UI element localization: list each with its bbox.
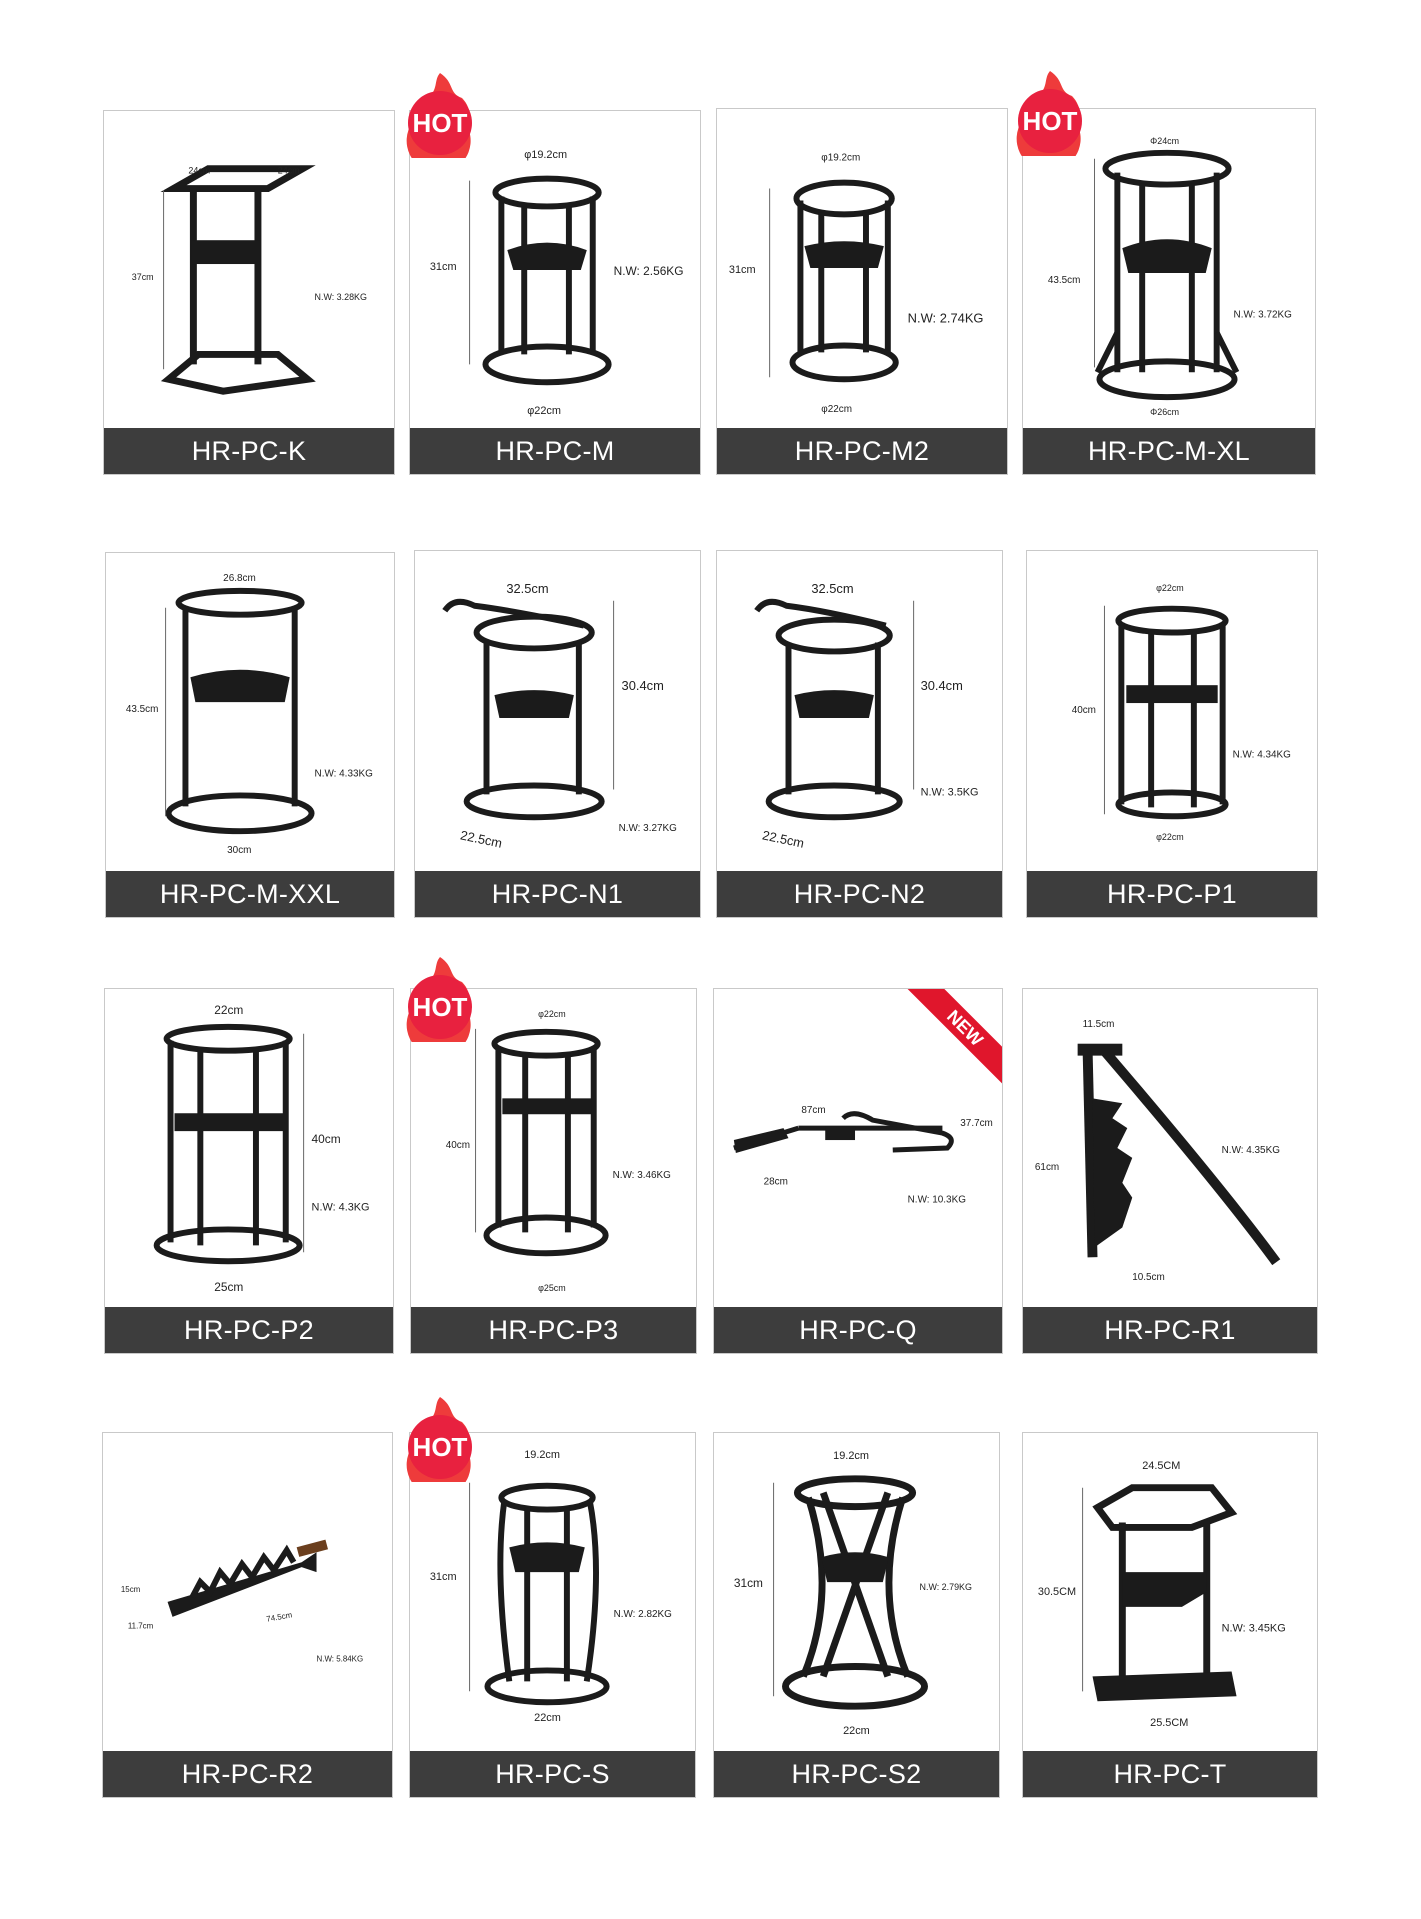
dim-label: 43.5cm bbox=[1047, 274, 1081, 286]
model-label: HR-PC-R2 bbox=[103, 1751, 392, 1797]
dim-label: 22cm bbox=[843, 1725, 870, 1738]
dim-label: φ22cm bbox=[821, 404, 852, 416]
product-card[interactable] bbox=[716, 108, 1008, 475]
dim-label: 32.5cm bbox=[811, 580, 854, 596]
dim-label: 32.5cm bbox=[506, 580, 549, 596]
weight-label: N.W: 2.82KG bbox=[613, 1608, 672, 1620]
dim-label: 30.5CM bbox=[1037, 1585, 1077, 1598]
dim-label: 24cm bbox=[277, 165, 300, 176]
dim-label: 15cm bbox=[120, 1585, 141, 1594]
product-card[interactable] bbox=[414, 550, 701, 918]
weight-label: N.W: 3.45KG bbox=[1221, 1622, 1286, 1635]
product-card[interactable] bbox=[1026, 550, 1318, 918]
model-label: HR-PC-R1 bbox=[1023, 1307, 1317, 1353]
weight-label: N.W: 3.5KG bbox=[920, 786, 979, 799]
weight-label: N.W: 2.74KG bbox=[907, 310, 984, 326]
product-image bbox=[714, 1433, 999, 1751]
product-image bbox=[105, 989, 393, 1307]
model-label: HR-PC-P1 bbox=[1027, 871, 1317, 917]
hot-badge bbox=[1010, 66, 1090, 156]
weight-label: N.W: 10.3KG bbox=[907, 1194, 966, 1206]
model-label: HR-PC-N2 bbox=[717, 871, 1002, 917]
dim-label: 31cm bbox=[733, 1576, 763, 1591]
dim-label: 11.7cm bbox=[127, 1621, 154, 1631]
weight-label: N.W: 2.56KG bbox=[613, 263, 684, 278]
weight-label: N.W: 2.79KG bbox=[919, 1582, 972, 1593]
model-label: HR-PC-S bbox=[410, 1751, 695, 1797]
dim-label: φ22cm bbox=[1156, 582, 1184, 593]
dim-label: Φ24cm bbox=[1150, 135, 1180, 146]
model-label: HR-PC-M bbox=[410, 428, 700, 474]
dim-label: 37.7cm bbox=[960, 1118, 993, 1130]
dim-label: 22.5cm bbox=[459, 827, 504, 851]
product-image bbox=[104, 111, 394, 428]
product-card[interactable] bbox=[410, 988, 697, 1354]
dim-label: 40cm bbox=[311, 1132, 341, 1147]
model-label: HR-PC-S2 bbox=[714, 1751, 999, 1797]
dim-label: φ22cm bbox=[1156, 832, 1184, 843]
weight-label: N.W: 3.27KG bbox=[618, 823, 677, 835]
product-card[interactable] bbox=[104, 988, 394, 1354]
new-badge-label: NEW bbox=[907, 989, 1002, 1084]
dim-label: 37cm bbox=[131, 271, 154, 282]
dim-label: 22cm bbox=[534, 1712, 561, 1725]
dim-label: 31cm bbox=[728, 263, 756, 276]
product-image bbox=[717, 109, 1007, 428]
dim-label: φ22cm bbox=[538, 1008, 566, 1019]
product-image bbox=[1023, 1433, 1317, 1751]
model-label: HR-PC-N1 bbox=[415, 871, 700, 917]
product-card[interactable] bbox=[713, 1432, 1000, 1798]
dim-label: 74.5cm bbox=[265, 1610, 293, 1624]
dim-label: 40cm bbox=[1071, 704, 1096, 716]
product-image bbox=[1027, 551, 1317, 871]
model-label: HR-PC-P2 bbox=[105, 1307, 393, 1353]
dim-label: φ19.2cm bbox=[821, 152, 861, 164]
product-card[interactable] bbox=[105, 552, 395, 918]
new-badge bbox=[907, 989, 1002, 1084]
dim-label: 25cm bbox=[214, 1280, 244, 1295]
dim-label: 87cm bbox=[801, 1105, 826, 1117]
dim-label: 24cm bbox=[188, 165, 211, 176]
weight-label: N.W: 3.72KG bbox=[1233, 309, 1292, 321]
product-image bbox=[717, 551, 1002, 871]
model-label: HR-PC-M-XL bbox=[1023, 428, 1315, 474]
model-label: HR-PC-K bbox=[104, 428, 394, 474]
weight-label: N.W: 3.46KG bbox=[612, 1169, 671, 1181]
hot-badge bbox=[400, 1392, 480, 1482]
product-image bbox=[103, 1433, 392, 1751]
dim-label: 31cm bbox=[429, 1571, 457, 1584]
product-image bbox=[1023, 109, 1315, 428]
dim-label: Φ26cm bbox=[1150, 406, 1180, 417]
dim-label: 25.5CM bbox=[1150, 1717, 1189, 1730]
hot-badge bbox=[400, 68, 480, 158]
dim-label: 28cm bbox=[763, 1176, 788, 1188]
product-card[interactable] bbox=[409, 1432, 696, 1798]
dim-label: 22.5cm bbox=[761, 827, 806, 851]
dim-label: φ25cm bbox=[538, 1282, 566, 1293]
product-card[interactable] bbox=[1022, 108, 1316, 475]
weight-label: N.W: 5.84KG bbox=[316, 1654, 364, 1664]
dim-label: 19.2cm bbox=[833, 1449, 869, 1462]
dim-label: 26.8cm bbox=[223, 572, 256, 584]
dim-label: 19.2cm bbox=[524, 1448, 560, 1461]
weight-label: N.W: 4.35KG bbox=[1221, 1144, 1280, 1156]
dim-label: φ22cm bbox=[527, 405, 561, 418]
product-card[interactable] bbox=[103, 110, 395, 475]
model-label: HR-PC-M-XXL bbox=[106, 871, 394, 917]
product-card[interactable] bbox=[409, 110, 701, 475]
model-label: HR-PC-Q bbox=[714, 1307, 1002, 1353]
weight-label: N.W: 4.34KG bbox=[1232, 749, 1291, 761]
dim-label: 30cm bbox=[227, 845, 252, 857]
dim-label: 11.5cm bbox=[1082, 1018, 1115, 1030]
hot-badge bbox=[400, 952, 480, 1042]
dim-label: 22cm bbox=[214, 1002, 244, 1017]
hot-badge-label: HOT bbox=[1022, 106, 1078, 136]
product-image bbox=[410, 111, 700, 428]
dim-label: 31cm bbox=[429, 260, 457, 273]
model-label: HR-PC-M2 bbox=[717, 428, 1007, 474]
model-label: HR-PC-P3 bbox=[411, 1307, 696, 1353]
weight-label: N.W: 4.33KG bbox=[314, 768, 373, 780]
model-label: HR-PC-T bbox=[1023, 1751, 1317, 1797]
dim-label: 30.4cm bbox=[920, 678, 963, 694]
product-card[interactable] bbox=[713, 988, 1003, 1354]
dim-label: φ19.2cm bbox=[524, 148, 568, 161]
product-image bbox=[1023, 989, 1317, 1307]
dim-label: 30.4cm bbox=[621, 678, 664, 694]
dim-label: 24.5CM bbox=[1142, 1459, 1181, 1472]
product-card[interactable] bbox=[1022, 1432, 1318, 1798]
product-card[interactable] bbox=[102, 1432, 393, 1798]
hot-badge-label: HOT bbox=[412, 1432, 468, 1462]
product-image bbox=[415, 551, 700, 871]
dim-label: 61cm bbox=[1034, 1161, 1060, 1173]
weight-label: N.W: 4.3KG bbox=[311, 1201, 370, 1214]
weight-label: N.W: 3.28KG bbox=[314, 291, 367, 302]
dim-label: 10.5cm bbox=[1132, 1272, 1165, 1284]
hot-badge-label: HOT bbox=[412, 992, 468, 1022]
dim-label: 43.5cm bbox=[125, 704, 159, 715]
hot-badge-label: HOT bbox=[412, 108, 468, 138]
product-card[interactable] bbox=[716, 550, 1003, 918]
product-card[interactable] bbox=[1022, 988, 1318, 1354]
product-image bbox=[106, 553, 394, 871]
dim-label: 40cm bbox=[445, 1140, 471, 1151]
